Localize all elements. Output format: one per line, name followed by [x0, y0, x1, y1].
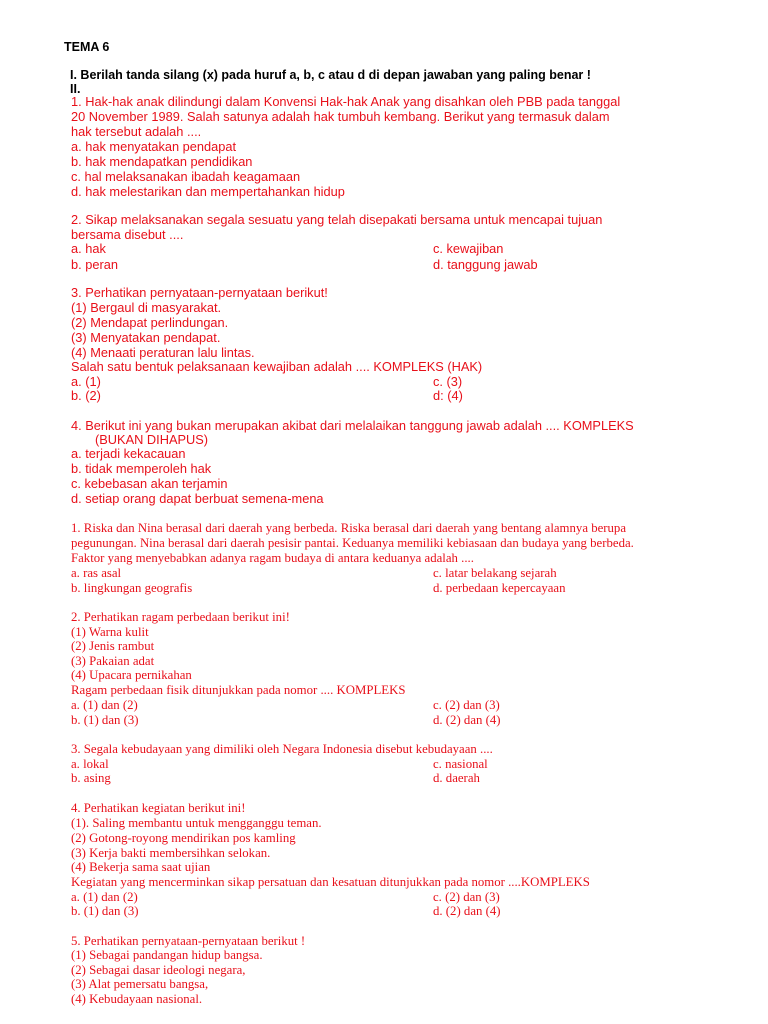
- option-d: d. setiap orang dapat berbuat semena-mena: [71, 491, 324, 506]
- question-text: 3. Perhatikan pernyataan-pernyataan berikut!: [71, 285, 328, 300]
- option-a: a. (1): [71, 374, 101, 389]
- option-a: a. (1) dan (2): [71, 890, 138, 904]
- option-d: d. tanggung jawab: [433, 257, 538, 272]
- option-d: d: (4): [433, 388, 463, 403]
- statement-item: (3) Alat pemersatu bangsa,: [71, 977, 209, 991]
- statement-item: (2) Gotong-royong mendirikan pos kamling: [71, 831, 296, 845]
- option-c: c. (2) dan (3): [433, 698, 500, 712]
- statement-item: (1) Bergaul di masyarakat.: [71, 300, 222, 315]
- statement-item: (4) Menaati peraturan lalu lintas.: [71, 345, 255, 360]
- statement-item: (1) Sebagai pandangan hidup bangsa.: [71, 948, 263, 962]
- statement-item: (3) Menyatakan pendapat.: [71, 330, 221, 345]
- option-c: c. nasional: [433, 757, 488, 771]
- option-c: c. kewajiban: [433, 241, 504, 256]
- option-b: b. peran: [71, 257, 118, 272]
- question-text: bersama disebut ....: [71, 227, 184, 242]
- question-text: 4. Perhatikan kegiatan berikut ini!: [71, 801, 246, 815]
- statement-item: (1). Saling membantu untuk mengganggu teman.: [71, 816, 322, 830]
- question-text: 5. Perhatikan pernyataan-pernyataan berikut !: [71, 934, 306, 948]
- option-d: d. daerah: [433, 771, 480, 785]
- option-b: b. (2): [71, 388, 101, 403]
- option-c: c. kebebasan akan terjamin: [71, 476, 228, 491]
- option-a: a. hak menyatakan pendapat: [71, 139, 237, 154]
- question-text: hak tersebut adalah ....: [71, 124, 202, 139]
- question-text: Ragam perbedaan fisik ditunjukkan pada nomor .... KOMPLEKS: [71, 683, 406, 697]
- question-text: 3. Segala kebudayaan yang dimiliki oleh Negara Indonesia disebut kebudayaan ....: [71, 742, 493, 756]
- question-text: 2. Sikap melaksanakan segala sesuatu yang telah disepakati bersama untuk mencapai tujuan: [71, 212, 603, 227]
- question-text: 1. Hak-hak anak dilindungi dalam Konvensi Hak-hak Anak yang disahkan oleh PBB pada tanggal: [71, 94, 621, 109]
- section-two-label: II.: [70, 82, 81, 96]
- option-b: b. (1) dan (3): [71, 904, 139, 918]
- option-b: b. tidak memperoleh hak: [71, 461, 212, 476]
- question-text: Salah satu bentuk pelaksanaan kewajiban adalah .... KOMPLEKS (HAK): [71, 359, 483, 374]
- option-c: c. latar belakang sejarah: [433, 566, 557, 580]
- option-b: b. (1) dan (3): [71, 713, 139, 727]
- option-a: a. terjadi kekacauan: [71, 446, 186, 461]
- statement-item: (2) Mendapat perlindungan.: [71, 315, 229, 330]
- statement-item: (2) Sebagai dasar ideologi negara,: [71, 963, 246, 977]
- option-b: b. asing: [71, 771, 111, 785]
- question-text: Kegiatan yang mencerminkan sikap persatuan dan kesatuan ditunjukkan pada nomor ....KOMPLEKS: [71, 875, 590, 889]
- statement-item: (4) Kebudayaan nasional.: [71, 992, 203, 1006]
- statement-item: (4) Upacara pernikahan: [71, 668, 192, 682]
- option-c: c. hal melaksanakan ibadah keagamaan: [71, 169, 301, 184]
- question-text: 20 November 1989. Salah satunya adalah hak tumbuh kembang. Berikut yang termasuk dalam: [71, 109, 610, 124]
- question-text: 4. Berikut ini yang bukan merupakan akibat dari melalaikan tanggung jawab adalah .... KOMPLEKS: [71, 418, 634, 433]
- statement-item: (3) Pakaian adat: [71, 654, 155, 668]
- doc-title: TEMA 6: [64, 40, 110, 54]
- question-text: 2. Perhatikan ragam perbedaan berikut ini!: [71, 610, 290, 624]
- question-text: pegunungan. Nina berasal dari daerah pesisir pantai. Keduanya memiliki kebiasaan dan budaya yang berbeda.: [71, 536, 634, 550]
- option-a: a. lokal: [71, 757, 109, 771]
- option-a: a. hak: [71, 241, 106, 256]
- statement-item: (1) Warna kulit: [71, 625, 149, 639]
- option-a: a. (1) dan (2): [71, 698, 138, 712]
- option-c: c. (2) dan (3): [433, 890, 500, 904]
- question-text: 1. Riska dan Nina berasal dari daerah yang berbeda. Riska berasal dari daerah yang bentang alamnya berupa: [71, 521, 627, 535]
- option-a: a. ras asal: [71, 566, 122, 580]
- option-d: d. (2) dan (4): [433, 713, 501, 727]
- statement-item: (3) Kerja bakti membersihkan selokan.: [71, 846, 271, 860]
- statement-item: (4) Bekerja sama saat ujian: [71, 860, 211, 874]
- option-d: d. perbedaan kepercayaan: [433, 581, 566, 595]
- option-c: c. (3): [433, 374, 463, 389]
- option-b: b. hak mendapatkan pendidikan: [71, 154, 253, 169]
- question-text: (BUKAN DIHAPUS): [95, 432, 209, 447]
- instruction: I. Berilah tanda silang (x) pada huruf a, b, c atau d di depan jawaban yang paling benar !: [70, 68, 591, 82]
- statement-item: (2) Jenis rambut: [71, 639, 155, 653]
- option-b: b. lingkungan geografis: [71, 581, 193, 595]
- question-text: Faktor yang menyebabkan adanya ragam budaya di antara keduanya adalah ....: [71, 551, 474, 565]
- option-d: d. hak melestarikan dan mempertahankan hidup: [71, 184, 345, 199]
- option-d: d. (2) dan (4): [433, 904, 501, 918]
